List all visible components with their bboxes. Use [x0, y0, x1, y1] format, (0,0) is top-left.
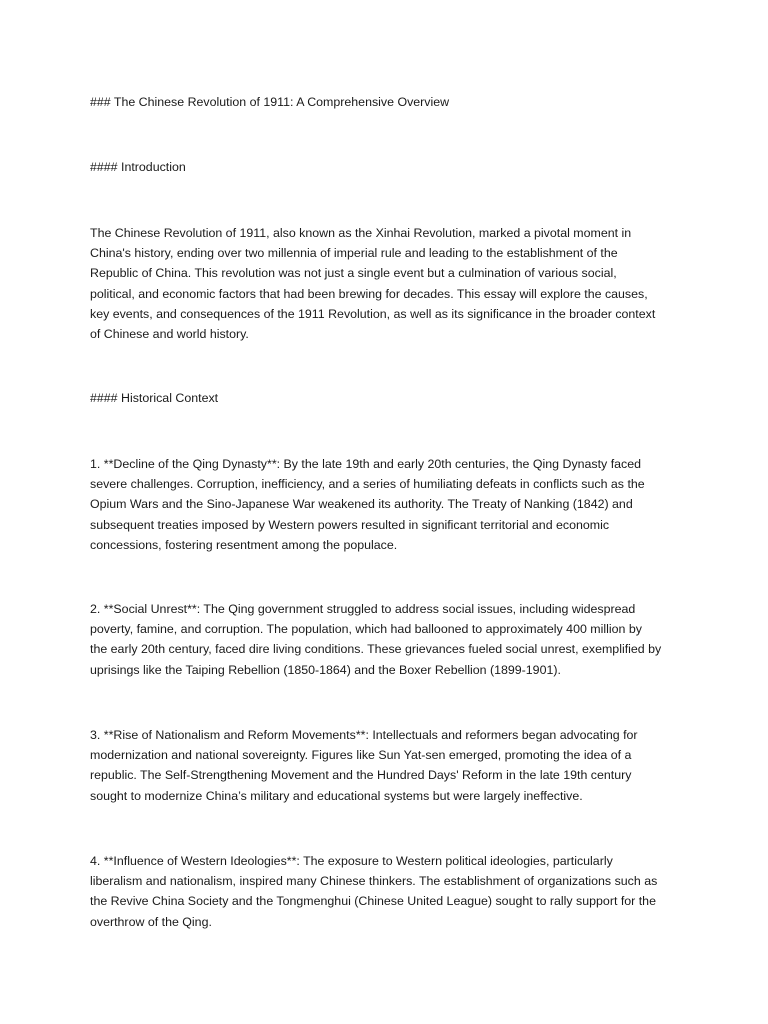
- list-item: [90, 851, 690, 932]
- list-item-line: Opium Wars and the Sino-Japanese War weakened its authority. The Treaty of Nanking (1842) and: [90, 497, 633, 512]
- historical-context-heading: #### Historical Context: [90, 391, 219, 405]
- introduction-line: political, and economic factors that had been brewing for decades. This essay will explore the causes,: [90, 286, 648, 301]
- list-item-line: sought to modernize China’s military and educational systems but were largely ineffective.: [90, 788, 583, 803]
- list-item-line: 1. **Decline of the Qing Dynasty**: By the late 19th and early 20th centuries, the Qing Dynasty faced: [90, 457, 642, 471]
- introduction-line: The Chinese Revolution of 1911, also known as the Xinhai Revolution, marked a pivotal moment in: [90, 226, 632, 240]
- list-item-line: modernization and national sovereignty. Figures like Sun Yat-sen emerged, promoting the idea of a: [90, 748, 632, 763]
- list-item-line: liberalism and nationalism, inspired many Chinese thinkers. The establishment of organizations such as: [90, 874, 658, 889]
- introduction-line: of Chinese and world history.: [90, 327, 249, 342]
- list-item-line: poverty, famine, and corruption. The population, which had ballooned to approximately 400 million by: [90, 622, 642, 637]
- introduction-line: key events, and consequences of the 1911 Revolution, as well as its significance in the broader context: [90, 306, 656, 321]
- introduction-line: Republic of China. This revolution was not just a single event but a culmination of various social,: [90, 266, 617, 281]
- list-item-line: the Revive China Society and the Tongmenghui (Chinese United League) sought to rally support for the: [90, 894, 656, 909]
- document-title: ### The Chinese Revolution of 1911: A Comprehensive Overview: [90, 95, 450, 109]
- introduction-paragraph: [90, 223, 690, 344]
- introduction-heading: #### Introduction: [90, 160, 186, 174]
- list-item-line: the early 20th century, faced dire living conditions. These grievances fueled social unrest, exemplified by: [90, 642, 662, 657]
- list-item-line: 2. **Social Unrest**: The Qing government struggled to address social issues, including widespread: [90, 602, 636, 616]
- list-item-line: uprisings like the Taiping Rebellion (1850-1864) and the Boxer Rebellion (1899-1901).: [90, 662, 561, 677]
- list-item-line: 3. **Rise of Nationalism and Reform Movements**: Intellectuals and reformers began advocating for: [90, 728, 638, 742]
- list-item-line: subsequent treaties imposed by Western powers resulted in significant territorial and economic: [90, 517, 610, 532]
- list-item: [90, 454, 690, 555]
- list-item-line: republic. The Self-Strengthening Movement and the Hundred Days' Reform in the late 19th century: [90, 768, 632, 783]
- introduction-line: China's history, ending over two millennia of imperial rule and leading to the establishment of the: [90, 246, 618, 261]
- list-item-line: overthrow of the Qing.: [90, 914, 212, 929]
- list-item: [90, 725, 690, 806]
- list-item-line: 4. **Influence of Western Ideologies**: The exposure to Western political ideologies, particularly: [90, 854, 613, 868]
- list-item-line: concessions, fostering resentment among the populace.: [90, 537, 398, 552]
- list-item: [90, 599, 690, 680]
- list-item-line: severe challenges. Corruption, inefficiency, and a series of humiliating defeats in conflicts such as the: [90, 477, 645, 492]
